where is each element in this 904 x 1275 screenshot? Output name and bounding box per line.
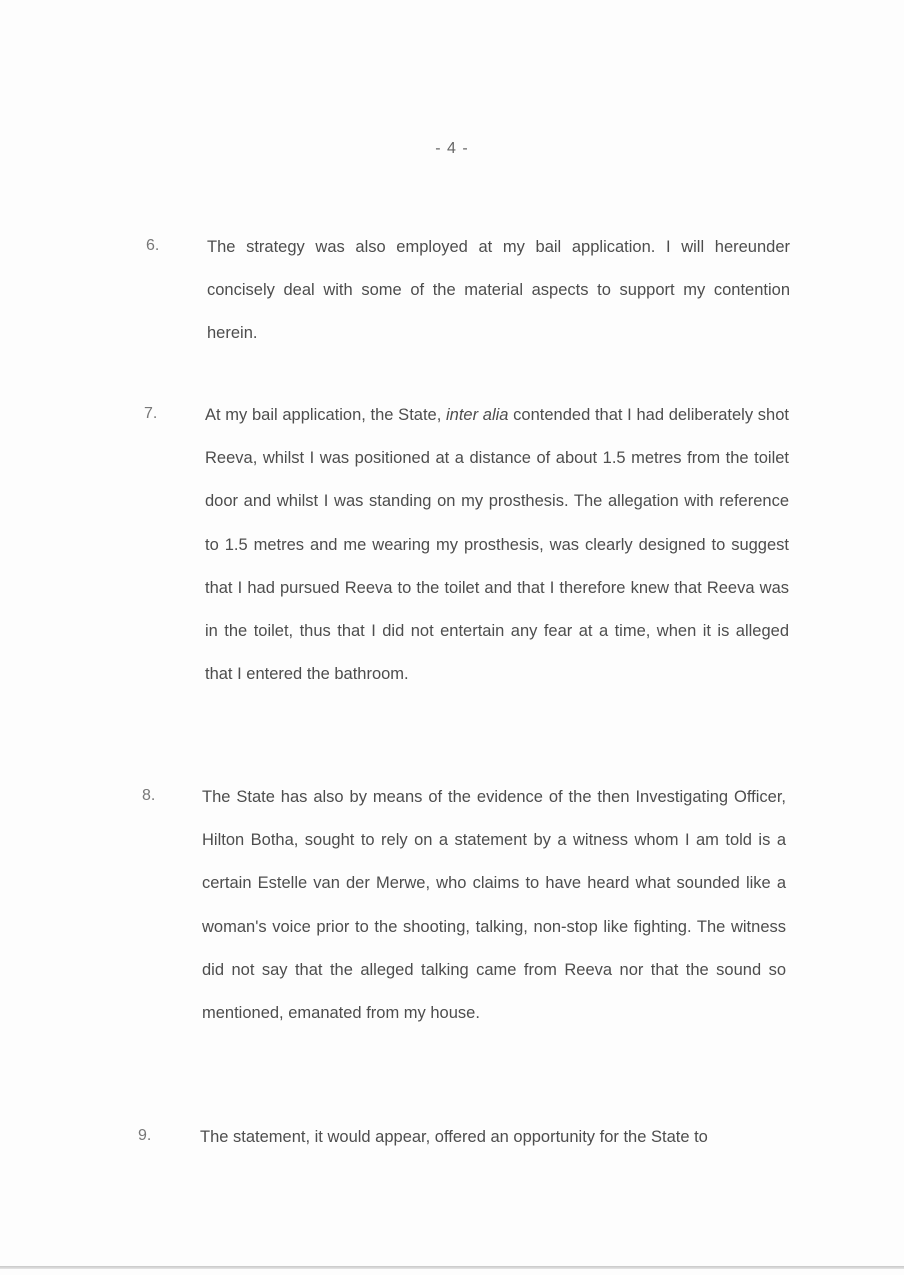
- paragraph-text: The State has also by means of the evidence of the then Investigating Officer, Hilton Botha, sought to rely on a statement by a witness whom I am told is a certain Estelle van der Merwe, who claims to have heard what sounded like a woman's voice prior to the shooting, talking, non-stop like fighting. The witness did not say that the alleged talking came from Reeva nor that the sound so mentioned, emanated from my house.: [202, 788, 786, 1023]
- latin-phrase-italic: inter alia: [446, 406, 509, 424]
- paragraph-number: 8.: [142, 787, 156, 804]
- paragraph-text: The strategy was also employed at my bail application. I will hereunder concisely deal with some of the material aspects to support my contention herein.: [207, 238, 790, 343]
- paragraph-text: The statement, it would appear, offered an opportunity for the State to: [200, 1128, 708, 1146]
- paragraph-number: 7.: [144, 405, 158, 422]
- paragraph-text: [205, 394, 789, 696]
- paragraph-number: 9.: [138, 1127, 152, 1144]
- paragraph-text-start: At my bail application, the State,: [205, 406, 446, 424]
- scan-bottom-edge: [0, 1266, 904, 1269]
- paragraph-text-rest: contended that I had deliberately shot Reeva, whilst I was positioned at a distance of about 1.5 metres from the toilet door and whilst I was standing on my prosthesis. The allegation with reference to 1.5 metres and me wearing my prosthesis, was clearly designed to suggest that I had pursued Reeva to the toilet and that I therefore knew that Reeva was in the toilet, thus that I did not entertain any fear at a time, when it is alleged that I entered the bathroom.: [205, 406, 789, 684]
- page-number: - 4 -: [435, 140, 469, 157]
- paragraph-number: 6.: [146, 237, 160, 254]
